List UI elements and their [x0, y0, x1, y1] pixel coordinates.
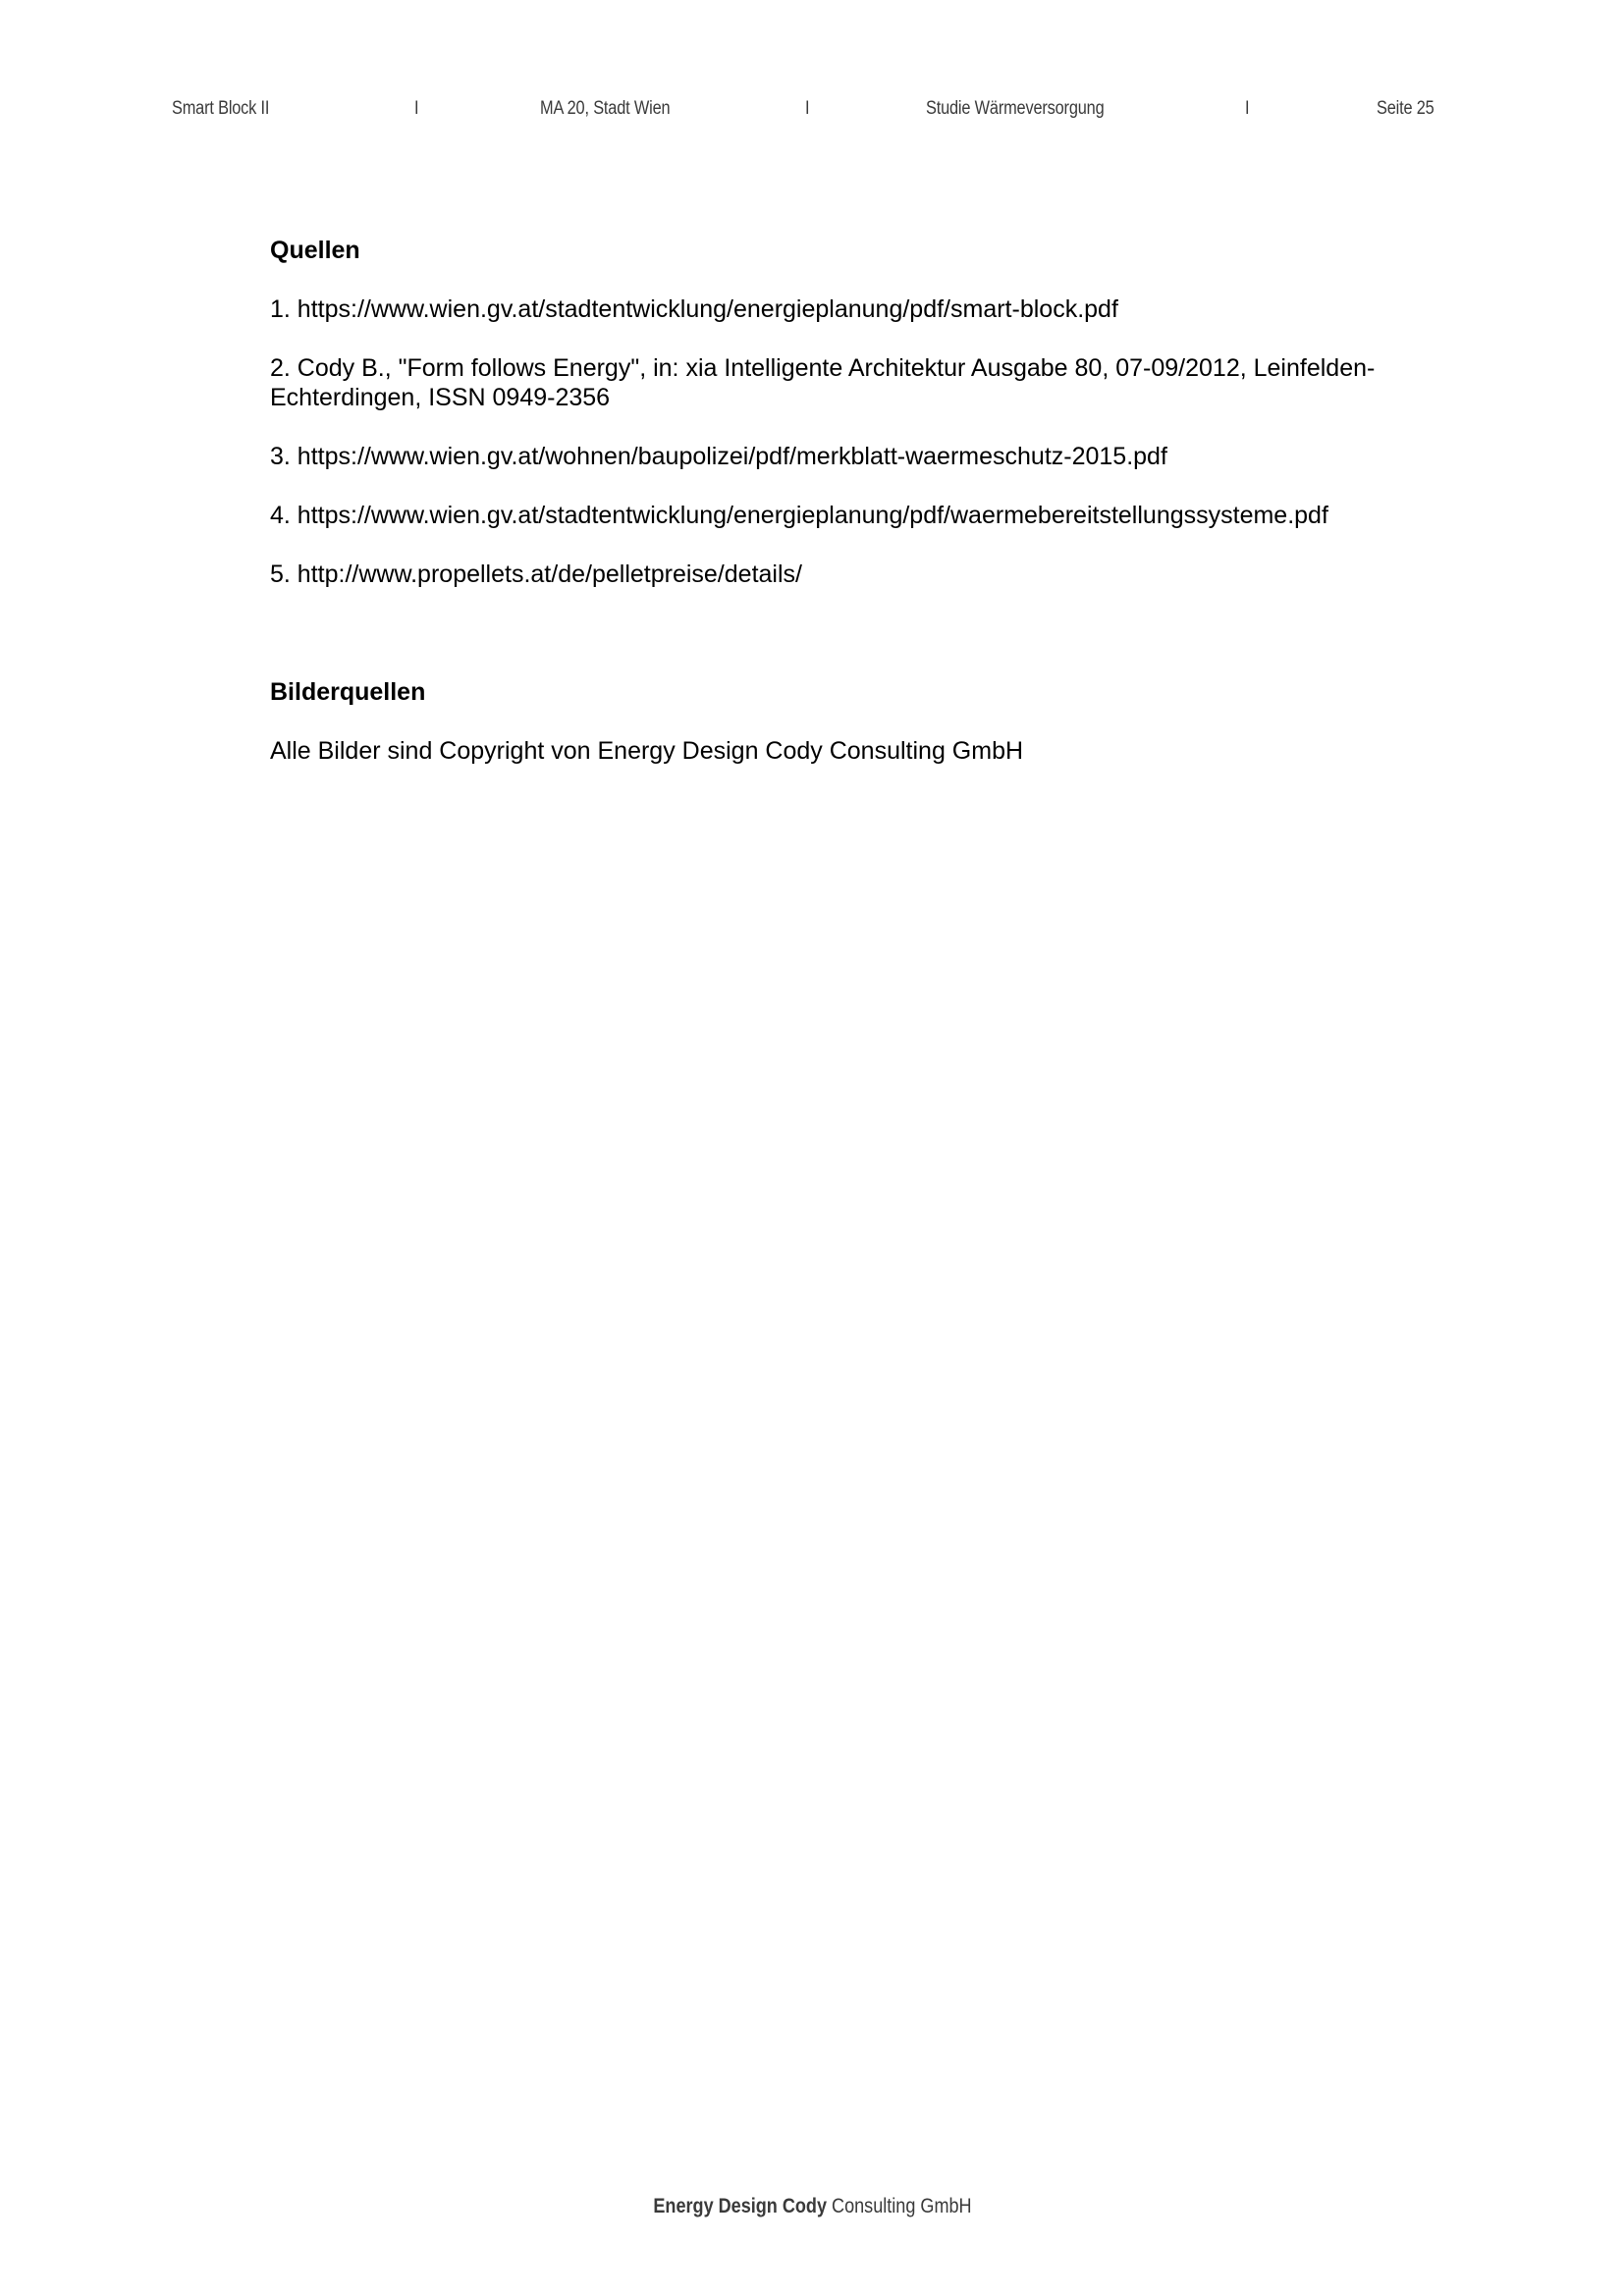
source-item-2: 2. Cody B., "Form follows Energy", in: xia Intelligente Architektur Ausgabe 80, 07-09/2012, Leinfelden-Echterdingen, ISSN 0949-2356 [270, 354, 1376, 411]
source-item-1: 1. https://www.wien.gv.at/stadtentwicklung/energieplanung/pdf/smart-block.pdf [270, 295, 1118, 323]
image-sources-section [270, 677, 1409, 766]
page-content [270, 236, 1409, 766]
sources-heading: Quellen [270, 237, 360, 264]
footer-company [653, 2195, 971, 2218]
source-item-5: 5. http://www.propellets.at/de/pelletpreise/details/ [270, 561, 802, 588]
footer-company-bold: Energy Design Cody [652, 2195, 827, 2217]
header-client: MA 20, Stadt Wien [540, 98, 671, 119]
header-separator: I [805, 98, 810, 119]
header-separator: I [1245, 98, 1250, 119]
source-item-4: 4. https://www.wien.gv.at/stadtentwicklung/energieplanung/pdf/waermebereitstellungssysteme.pdf [270, 502, 1328, 529]
header-page-number: Seite 25 [1377, 98, 1435, 119]
page-footer [0, 2195, 1624, 2218]
footer-company-rest: Consulting GmbH [826, 2195, 972, 2217]
image-credit-text: Alle Bilder sind Copyright von Energy Design Cody Consulting GmbH [270, 737, 1024, 765]
source-item-3: 3. https://www.wien.gv.at/wohnen/baupolizei/pdf/merkblatt-waermeschutz-2015.pdf [270, 443, 1167, 470]
header-study: Studie Wärmeversorgung [926, 98, 1105, 119]
header-project: Smart Block II [172, 98, 270, 119]
page-header [0, 98, 1624, 128]
image-sources-heading: Bilderquellen [270, 678, 426, 706]
sources-list [270, 294, 1409, 589]
header-separator: I [414, 98, 419, 119]
